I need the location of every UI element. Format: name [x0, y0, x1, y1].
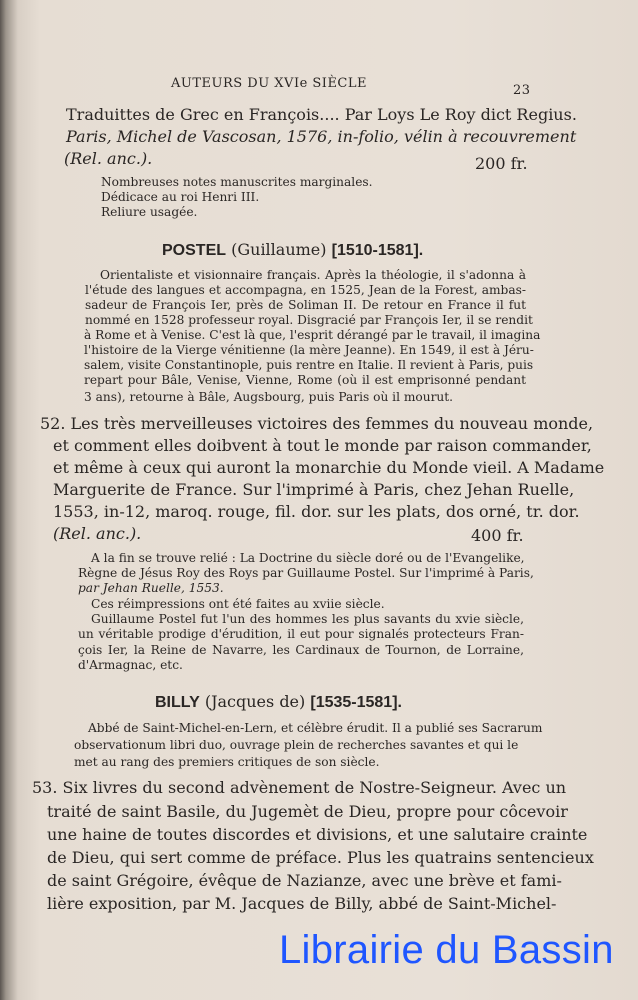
bio-line: salem, visite Constantinople, puis rentre en Italie. Il revient à Paris, puis: [84, 358, 534, 372]
author-heading-postel: [162, 240, 423, 260]
author-name: BILLY: [155, 694, 200, 711]
note-line: Règne de Jésus Roy des Roys par Guillaume Postel. Sur l'imprimé à Paris,: [78, 566, 534, 580]
text-line: une haine de toutes discordes et divisions, et une salutaire crainte: [47, 825, 588, 844]
bio-line: observationum libri duo, ouvrage plein de recherches savantes et qui le: [74, 738, 519, 752]
author-dates: [1510-1581].: [331, 242, 424, 259]
author-name: POSTEL: [162, 242, 227, 259]
note-line: Nombreuses notes manuscrites marginales.: [101, 175, 373, 189]
page-number: 23: [513, 83, 531, 98]
note-line: par Jehan Ruelle, 1553.: [78, 581, 224, 595]
bio-line: repart pour Bâle, Venise, Vienne, Rome (où il est emprisonné pendant: [84, 373, 526, 387]
bio-line: Abbé de Saint-Michel-en-Lern, et célèbre érudit. Il a publié ses Sacrarum: [88, 721, 543, 735]
bio-line: 3 ans), retourne à Bâle, Augsbourg, puis Paris où il mourut.: [84, 390, 454, 404]
note-line: d'Armagnac, etc.: [78, 658, 183, 672]
text-line: et comment elles doibvent à tout le monde par raison commander,: [53, 436, 592, 455]
author-dates: [1535-1581].: [310, 694, 402, 711]
price: 200 fr.: [475, 154, 528, 173]
note-line: Ces réimpressions ont été faites au xviie siècle.: [91, 597, 385, 611]
text-line: traité de saint Basile, du Jugemèt de Dieu, propre pour côcevoir: [47, 802, 568, 821]
text-line: Marguerite de France. Sur l'imprimé à Paris, chez Jehan Ruelle,: [53, 480, 575, 499]
text-line: 1553, in-12, maroq. rouge, fil. dor. sur les plats, dos orné, tr. dor.: [53, 502, 580, 521]
running-title: AUTEURS DU XVIe SIÈCLE: [171, 76, 368, 91]
bio-line: l'étude des langues et accompagna, en 1525, Jean de la Forest, ambas-: [85, 283, 526, 297]
note-line: Reliure usagée.: [101, 205, 198, 219]
text-line: de Dieu, qui sert comme de préface. Plus les quatrains sentencieux: [47, 848, 594, 867]
bio-line: à Rome et à Venise. C'est là que, l'esprit dérangé par le travail, il imagina: [84, 328, 541, 342]
text-line: Traduittes de Grec en François.... Par Loys Le Roy dict Regius.: [66, 105, 577, 124]
bio-line: met au rang des premiers critiques de son siècle.: [74, 755, 380, 769]
text-line: (Rel. anc.).: [53, 524, 142, 543]
note-line: un véritable prodige d'érudition, il eut pour signalés protecteurs Fran-: [78, 627, 524, 641]
note-line: çois Ier, la Reine de Navarre, les Cardinaux de Tournon, de Lorraine,: [78, 643, 524, 657]
author-firstname: (Jacques de): [204, 692, 306, 711]
note-line: Guillaume Postel fut l'un des hommes les plus savants du xvie siècle,: [91, 612, 524, 626]
text-line: lière exposition, par M. Jacques de Billy, abbé de Saint-Michel-: [47, 894, 557, 913]
price: 400 fr.: [471, 526, 524, 545]
text-line: 52. Les très merveilleuses victoires des femmes du nouveau monde,: [40, 414, 594, 433]
note-line: Dédicace au roi Henri III.: [101, 190, 260, 204]
text-line: Paris, Michel de Vascosan, 1576, in-folio, vélin à recouvrement: [66, 127, 577, 146]
bio-line: l'histoire de la Vierge vénitienne (la mère Jeanne). En 1549, il est à Jéru-: [84, 343, 534, 357]
watermark: Librairie du Bassin: [279, 928, 614, 972]
author-firstname: (Guillaume): [231, 240, 327, 259]
text-line: de saint Grégoire, évêque de Nazianze, avec une brève et fami-: [47, 871, 562, 890]
text-line: 53. Six livres du second advènement de Nostre-Seigneur. Avec un: [32, 778, 567, 797]
author-heading-billy: [155, 692, 402, 712]
text-line: (Rel. anc.).: [64, 149, 153, 168]
text-line: et même à ceux qui auront la monarchie du Monde vieil. A Madame: [53, 458, 605, 477]
note-line: A la fin se trouve relié : La Doctrine du siècle doré ou de l'Evangelike,: [91, 551, 525, 565]
bio-line: nommé en 1528 professeur royal. Disgracié par François Ier, il se rendit: [85, 313, 533, 327]
bio-line: Orientaliste et visionnaire français. Après la théologie, il s'adonna à: [100, 268, 526, 282]
bio-line: sadeur de François Ier, près de Soliman II. De retour en France il fut: [85, 298, 526, 312]
